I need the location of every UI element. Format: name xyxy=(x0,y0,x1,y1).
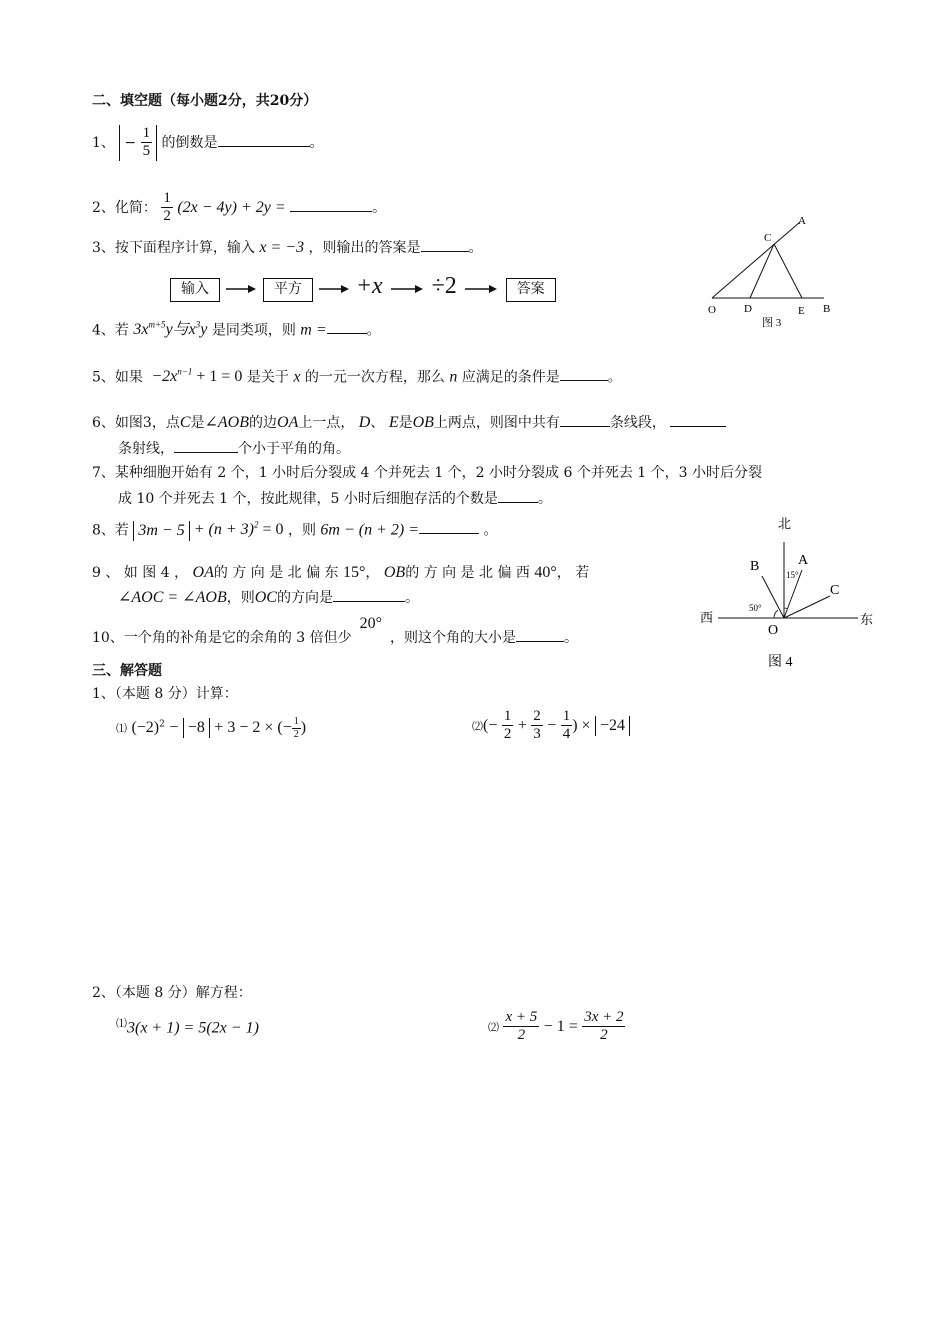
q4-blank[interactable] xyxy=(327,325,367,334)
q8-end: 。 xyxy=(483,522,498,539)
q3-end: 。 xyxy=(468,240,483,256)
q10-blank[interactable] xyxy=(516,629,564,642)
q1-absolute-value xyxy=(119,125,157,161)
fig4-angle-15: 15° xyxy=(786,570,799,580)
fig4-label-c: C xyxy=(830,583,840,598)
q5-text-2: 的一元一次方程，那么 xyxy=(304,369,445,386)
q6-blank-angles[interactable] xyxy=(174,440,238,453)
problem-2-label: 2、（本题 8 分）解方程： xyxy=(92,985,252,1001)
figure-4 xyxy=(698,512,888,674)
q10-degree: 20° xyxy=(359,615,383,632)
arrow-right-icon xyxy=(317,283,351,295)
section2-title: 二、填空题（每小题2分，共20分） xyxy=(92,93,318,109)
problem-1a: ⑴ $(-2)^2 - -8 + 3 - 2$ × (− $\frac{1}{2}$ ) xyxy=(116,716,307,740)
q5-text-1: 是关于 xyxy=(246,369,289,386)
question-9-line-1: 9 、 如 图 4 ， OA的 方 向 是 北 偏 东 15°， OB的 方 向 是 北 偏 西 40°， 若 xyxy=(92,564,590,581)
problem-2b: ⑵ $\frac{x + 5}{2}$ − 1 = $\frac{3x + 2}{2}$ xyxy=(488,1009,624,1044)
question-2 xyxy=(92,190,386,226)
figure-3 xyxy=(700,208,840,333)
fig3-label-e: E xyxy=(798,305,805,317)
question-7-line-1: 7、某种细胞开始有 2 个，1 小时后分裂成 4 个并死去 1 个，2 小时分裂成 6 个并死去 1 个，3 小时后分裂 xyxy=(92,465,763,481)
flow-square-box: 平方 xyxy=(263,278,313,302)
q3-text: ，则输出的答案是 xyxy=(308,240,421,256)
q2-fraction xyxy=(161,190,173,226)
q5-number: 5、如果 xyxy=(92,369,143,386)
question-4 xyxy=(92,320,381,340)
fig3-line-ce xyxy=(774,244,802,298)
arrow-right-icon xyxy=(387,283,427,295)
question-6-line-1: 6、如图3，点C是∠AOB的边OA上一点， D、 E是OB上两点，则图中共有 条线段， xyxy=(92,413,726,433)
q4-end: 。 xyxy=(366,322,381,339)
q2-frac-num: 1 xyxy=(161,190,173,208)
question-3 xyxy=(92,238,483,258)
fig3-label-b: B xyxy=(823,303,831,315)
problem-1b: ⑵(− $\frac{1}{2}$ + $\frac{2}{3}$ − $\frac{1}{4}$ ) × −24 xyxy=(472,708,630,744)
q2-end: 。 xyxy=(372,199,387,216)
q5-end: 。 xyxy=(607,369,622,386)
q5-blank[interactable] xyxy=(560,368,608,381)
question-6-line-2: 条射线， 个小于平角的角。 xyxy=(118,441,350,457)
q2-number: 2、化简： xyxy=(92,199,157,216)
fig3-caption: 图 3 xyxy=(762,317,782,329)
fig3-label-o: O xyxy=(708,304,716,316)
q1-frac-num: 1 xyxy=(141,125,153,143)
q1-frac-den: 5 xyxy=(142,143,151,160)
problem-2a: ⑴3(x + 1) = 5(2x − 1) xyxy=(116,1017,259,1037)
q8-blank[interactable] xyxy=(419,525,479,534)
question-5 xyxy=(92,367,622,387)
q2-expression: (2x − 4y) + 2y = xyxy=(177,198,286,216)
q1-blank[interactable] xyxy=(218,134,310,147)
question-9-line-2: ∠AOC = ∠AOB，则OC的方向是 。 xyxy=(118,589,419,606)
fig4-label-a: A xyxy=(798,553,809,568)
fig4-east-label: 东 xyxy=(860,612,874,627)
q3-number: 3、按下面程序计算，输入 xyxy=(92,240,255,256)
q2-blank[interactable] xyxy=(290,199,372,212)
program-flowchart xyxy=(170,271,556,302)
q3-math: x = −3 xyxy=(259,239,305,256)
q5-text-3: 应满足的条件是 xyxy=(461,369,560,386)
q5-var-x: x xyxy=(293,368,301,386)
flow-plus-x: +x xyxy=(355,273,383,299)
fig3-label-d: D xyxy=(744,303,752,315)
q1-sign: − xyxy=(124,134,137,151)
fig4-ray-ob xyxy=(762,576,784,618)
arrow-right-icon xyxy=(461,283,501,295)
question-1 xyxy=(92,125,324,161)
q1-text: 的倒数是 xyxy=(161,134,218,151)
q8-text: ，则 xyxy=(287,522,316,539)
fig4-north-label: 北 xyxy=(778,516,792,531)
fig4-west-label: 西 xyxy=(700,610,714,625)
q6-blank-rays[interactable] xyxy=(670,414,726,427)
q2-frac-den: 2 xyxy=(163,208,171,225)
q5-var-n: n xyxy=(449,368,458,386)
fig3-line-cd xyxy=(750,244,774,298)
q4-math-m: m = xyxy=(300,321,327,339)
question-8 xyxy=(92,520,497,541)
q8-number: 8、若 xyxy=(92,522,129,539)
arrow-right-icon xyxy=(224,283,258,295)
q8-math: $3m - 5 + (n + 3)^2 = 0$ xyxy=(133,521,283,538)
q1-fraction xyxy=(141,125,153,161)
flow-answer-box: 答案 xyxy=(506,278,556,302)
flow-divide-2: ÷2 xyxy=(431,273,457,299)
q1-end: 。 xyxy=(309,134,324,151)
q8-math-2: 6m − (n + 2) = xyxy=(320,521,420,539)
flow-input-box: 输入 xyxy=(170,278,220,302)
q5-math: $-2x^{n-1} + 1 = 0$ xyxy=(151,367,243,386)
q1-number: 1、 xyxy=(92,134,115,151)
fig3-label-c: C xyxy=(764,232,772,244)
q4-math: $3x^{m+5}y$与$x^3y$ xyxy=(133,320,208,339)
q9-blank[interactable] xyxy=(333,589,405,602)
fig4-label-o: O xyxy=(768,623,779,638)
fig3-label-a: A xyxy=(798,215,806,227)
fig3-line-oa xyxy=(712,222,800,298)
q7-blank[interactable] xyxy=(498,490,538,503)
q4-text: 是同类项，则 xyxy=(211,322,296,339)
fig4-caption: 图 4 xyxy=(768,655,793,670)
q3-blank[interactable] xyxy=(421,239,469,252)
fig4-angle-50: 50° xyxy=(749,603,762,613)
problem-1-label: 1、（本题 8 分）计算： xyxy=(92,686,238,702)
question-7-line-2: 成 10 个并死去 1 个，按此规律，5 小时后细胞存活的个数是 。 xyxy=(118,491,552,507)
q4-number: 4、若 xyxy=(92,322,129,339)
section3-title: 三、解答题 xyxy=(92,663,162,679)
fig4-label-b: B xyxy=(750,559,760,574)
question-10: 10、一个角的补角是它的余角的 3 倍但少20°，则这个角的大小是 。 xyxy=(92,615,579,646)
q6-blank-segments[interactable] xyxy=(560,414,610,427)
